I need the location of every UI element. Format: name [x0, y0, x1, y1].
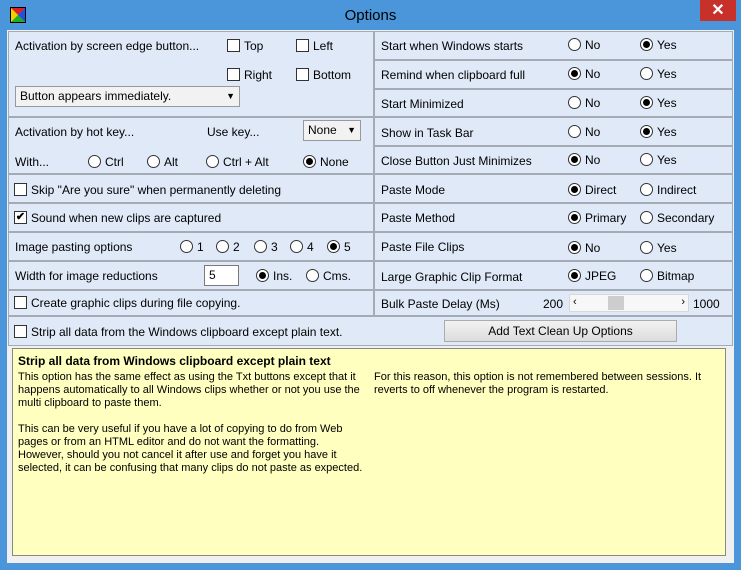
large-graphic-jpeg-radio[interactable]	[568, 269, 581, 282]
paste-method-row	[374, 203, 733, 232]
top-label: Top	[244, 39, 264, 53]
start-windows-row	[374, 31, 733, 60]
bulk-paste-min: 200	[543, 297, 564, 311]
use-key-value: None	[308, 123, 337, 137]
close-minimizes-yes-label: Yes	[657, 153, 677, 167]
ctrl-alt-label: Ctrl + Alt	[223, 155, 269, 169]
task-bar-row	[374, 117, 733, 146]
image-option-5-label: 5	[344, 240, 351, 254]
image-option-5-radio[interactable]	[327, 240, 340, 253]
right-checkbox[interactable]	[227, 68, 240, 81]
task-bar-yes-label: Yes	[657, 125, 677, 139]
right-label: Right	[244, 68, 273, 82]
start-windows-label: Start when Windows starts	[381, 39, 524, 53]
skip-confirm-label: Skip "Are you sure" when permanently deleting	[31, 183, 281, 197]
bulk-paste-max: 1000	[693, 297, 720, 311]
paste-file-no-radio[interactable]	[568, 241, 581, 254]
paste-method-primary-radio[interactable]	[568, 211, 581, 224]
image-option-1-label: 1	[197, 240, 204, 254]
start-minimized-label: Start Minimized	[381, 97, 464, 111]
paste-file-label: Paste File Clips	[381, 240, 465, 254]
button-appearance-value: Button appears immediately.	[20, 89, 172, 103]
task-bar-label: Show in Task Bar	[381, 126, 474, 140]
paste-method-primary-label: Primary	[585, 211, 627, 225]
start-minimized-yes-label: Yes	[657, 96, 677, 110]
ctrl-alt-radio[interactable]	[206, 155, 219, 168]
title-bar[interactable]	[0, 0, 741, 30]
graphic-clips-checkbox[interactable]	[14, 296, 27, 309]
image-option-4-radio[interactable]	[290, 240, 303, 253]
chevron-down-icon: ▼	[347, 125, 356, 135]
start-minimized-no-label: No	[585, 96, 601, 110]
image-option-2-label: 2	[233, 240, 240, 254]
slider-thumb[interactable]	[608, 296, 624, 310]
start-windows-yes-radio[interactable]	[640, 38, 653, 51]
button-appearance-dropdown[interactable]	[15, 86, 240, 107]
inches-radio[interactable]	[256, 269, 269, 282]
sound-label: Sound when new clips are captured	[31, 211, 222, 225]
image-option-1-radio[interactable]	[180, 240, 193, 253]
image-option-4-label: 4	[307, 240, 314, 254]
paste-file-row	[374, 232, 733, 261]
options-panel	[7, 30, 734, 563]
close-minimizes-label: Close Button Just Minimizes	[381, 154, 532, 168]
large-graphic-row	[374, 261, 733, 290]
window-title: Options	[344, 7, 397, 24]
image-option-3-radio[interactable]	[254, 240, 267, 253]
remind-full-no-radio[interactable]	[568, 67, 581, 80]
remind-full-no-label: No	[585, 67, 601, 81]
hotkey-group	[8, 117, 374, 174]
paste-file-yes-label: Yes	[657, 241, 677, 255]
start-minimized-no-radio[interactable]	[568, 96, 581, 109]
image-pasting-label: Image pasting options	[15, 240, 133, 254]
image-pasting-row	[8, 232, 374, 261]
alt-label: Alt	[164, 155, 179, 169]
paste-mode-indirect-radio[interactable]	[640, 183, 653, 196]
bulk-paste-label: Bulk Paste Delay (Ms)	[381, 297, 500, 311]
paste-method-secondary-label: Secondary	[657, 211, 715, 225]
large-graphic-bitmap-radio[interactable]	[640, 269, 653, 282]
strip-checkbox[interactable]	[14, 325, 27, 338]
skip-confirm-checkbox[interactable]	[14, 183, 27, 196]
hotkey-label: Activation by hot key...	[15, 125, 135, 139]
cms-radio[interactable]	[306, 269, 319, 282]
paste-mode-direct-label: Direct	[585, 183, 617, 197]
remind-full-row	[374, 60, 733, 89]
task-bar-yes-radio[interactable]	[640, 125, 653, 138]
remind-full-yes-radio[interactable]	[640, 67, 653, 80]
close-minimizes-no-label: No	[585, 153, 601, 167]
width-reduction-label: Width for image reductions	[15, 269, 158, 283]
help-heading: Strip all data from Windows clipboard except plain text	[18, 354, 331, 368]
use-key-dropdown[interactable]	[303, 120, 361, 141]
width-reduction-row	[8, 261, 374, 290]
paste-mode-row	[374, 174, 733, 203]
alt-radio[interactable]	[147, 155, 160, 168]
paste-method-secondary-radio[interactable]	[640, 211, 653, 224]
chevron-right-icon[interactable]: ›	[681, 296, 685, 308]
help-panel	[12, 348, 726, 556]
sound-checkbox[interactable]: ✔	[15, 211, 26, 223]
image-option-2-radio[interactable]	[216, 240, 229, 253]
start-windows-no-radio[interactable]	[568, 38, 581, 51]
remind-full-yes-label: Yes	[657, 67, 677, 81]
large-graphic-jpeg-label: JPEG	[585, 269, 617, 283]
help-body-right: For this reason, this option is not remembered between sessions. It reverts to off whenever the program is restarted.	[374, 371, 702, 396]
graphic-clips-row	[8, 290, 374, 316]
edge-activation-label: Activation by screen edge button...	[15, 39, 200, 53]
cms-label: Cms.	[323, 269, 351, 283]
bulk-paste-row	[374, 290, 733, 316]
paste-mode-direct-radio[interactable]	[568, 183, 581, 196]
ctrl-label: Ctrl	[105, 155, 124, 169]
use-key-label: Use key...	[207, 125, 260, 139]
chevron-left-icon[interactable]: ‹	[573, 296, 577, 308]
large-graphic-label: Large Graphic Clip Format	[381, 270, 523, 284]
none-label: None	[320, 155, 349, 169]
bottom-checkbox[interactable]	[296, 68, 309, 81]
strip-row	[8, 316, 733, 346]
none-radio[interactable]	[303, 155, 316, 168]
task-bar-no-label: No	[585, 125, 601, 139]
start-minimized-row	[374, 89, 733, 117]
skip-confirm-row	[8, 174, 374, 203]
help-body-left: This option has the same effect as using the Txt buttons except that it happens automatically to all Windows clips whether or not you use the multi clipboard to paste them. This can be very useful if you have a lot of copying to do from Web pages or from an HTML editor and do not want the formatting. However, should you not cancel it after use and forget you have it selected, it can be confusing that many clips do not paste as expected.	[18, 371, 363, 474]
bulk-paste-slider[interactable]	[569, 294, 689, 312]
close-minimizes-no-radio[interactable]	[568, 153, 581, 166]
edge-activation-group	[8, 31, 374, 117]
graphic-clips-label: Create graphic clips during file copying.	[31, 296, 241, 310]
sound-row	[8, 203, 374, 232]
large-graphic-bitmap-label: Bitmap	[657, 269, 695, 283]
strip-label: Strip all data from the Windows clipboard except plain text.	[31, 325, 343, 339]
start-minimized-yes-radio[interactable]	[640, 96, 653, 109]
image-option-3-label: 3	[271, 240, 278, 254]
add-text-cleanup-button[interactable]: Add Text Clean Up Options	[444, 320, 677, 342]
top-checkbox[interactable]	[227, 39, 240, 52]
remind-full-label: Remind when clipboard full	[381, 68, 526, 82]
width-reduction-input[interactable]: 5	[204, 265, 239, 286]
start-windows-no-label: No	[585, 38, 601, 52]
close-minimizes-row	[374, 146, 733, 174]
bottom-label: Bottom	[313, 68, 352, 82]
paste-mode-indirect-label: Indirect	[657, 183, 697, 197]
left-checkbox[interactable]	[296, 39, 309, 52]
close-button[interactable]: ✕	[700, 0, 736, 21]
left-label: Left	[313, 39, 334, 53]
paste-file-yes-radio[interactable]	[640, 241, 653, 254]
paste-file-no-label: No	[585, 241, 601, 255]
paste-method-label: Paste Method	[381, 211, 456, 225]
with-label: With...	[15, 155, 50, 169]
close-minimizes-yes-radio[interactable]	[640, 153, 653, 166]
paste-mode-label: Paste Mode	[381, 183, 446, 197]
start-windows-yes-label: Yes	[657, 38, 677, 52]
task-bar-no-radio[interactable]	[568, 125, 581, 138]
ctrl-radio[interactable]	[88, 155, 101, 168]
chevron-down-icon: ▼	[226, 91, 235, 101]
inches-label: Ins.	[273, 269, 293, 283]
